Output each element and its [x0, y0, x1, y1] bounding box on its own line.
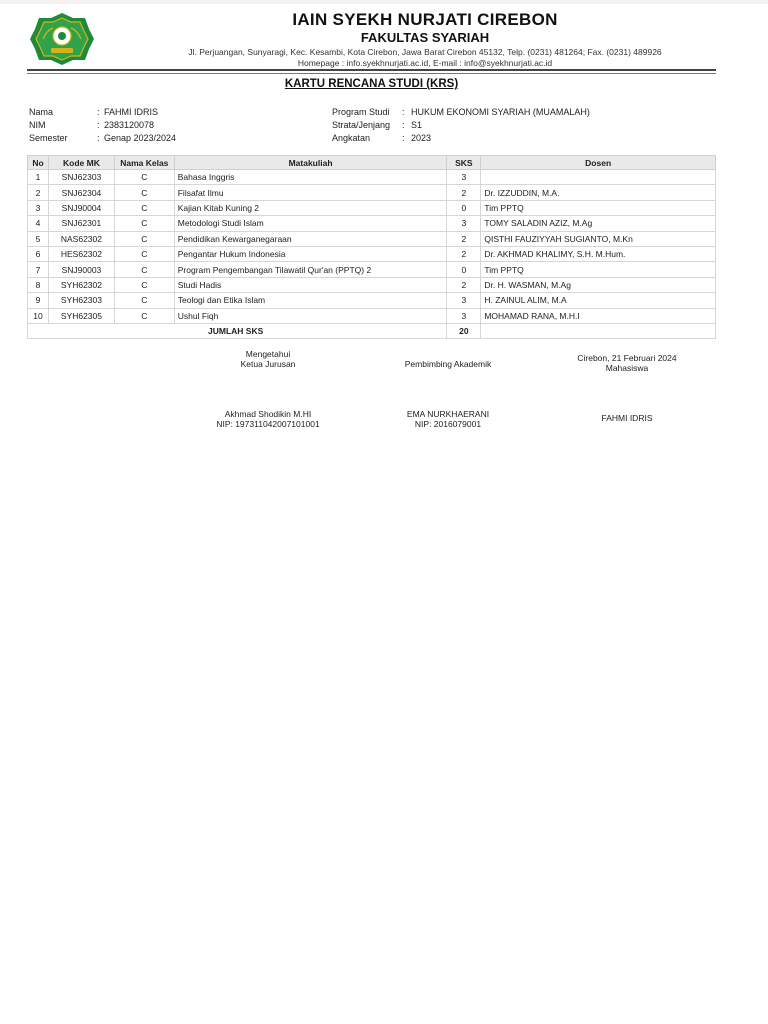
student-info-left: [29, 107, 329, 147]
cell-no: 6: [28, 246, 49, 261]
cell-kelas: C: [114, 200, 174, 215]
cell-matakuliah: Metodologi Studi Islam: [174, 216, 447, 231]
angkatan-value: 2023: [411, 133, 432, 143]
cell-kode: SNJ90004: [48, 200, 114, 215]
top-strip: [0, 0, 768, 4]
table-row: [28, 262, 716, 277]
cell-no: 5: [28, 231, 49, 246]
col-header-kode: Kode MK: [48, 156, 114, 170]
name-sep: :: [97, 107, 100, 117]
semester-value: Genap 2023/2024: [104, 133, 177, 143]
cell-kode: SNJ62301: [48, 216, 114, 231]
cell-dosen: Dr. H. WASMAN, M.Ag: [481, 277, 716, 292]
cell-dosen: H. ZAINUL ALIM, M.A: [481, 293, 716, 308]
cell-kelas: C: [114, 185, 174, 200]
signature-mahasiswa: [547, 353, 707, 373]
cell-sks: 3: [447, 216, 481, 231]
nim-value: 2383120078: [104, 120, 155, 130]
homepage-line: Homepage : info.syekhnurjati.ac.id, E-mail : info@syekhnurjati.ac.id: [297, 58, 553, 68]
name-value: FAHMI IDRIS: [104, 107, 159, 117]
cell-kelas: C: [114, 262, 174, 277]
cell-kode: SYH62302: [48, 277, 114, 292]
cell-sks: 2: [447, 277, 481, 292]
cell-matakuliah: Ushul Fiqh: [174, 308, 447, 323]
faculty-name: FAKULTAS SYARIAH: [360, 30, 490, 45]
sig-mahasiswa-date: Cirebon, 21 Februari 2024: [577, 353, 677, 363]
signature-ketua-name-block: [188, 409, 348, 429]
cell-dosen: Dr. AKHMAD KHALIMY, S.H. M.Hum.: [481, 246, 716, 261]
iain-emblem-icon: [29, 12, 95, 66]
student-info-right: [332, 107, 712, 147]
cell-sks: 2: [447, 185, 481, 200]
cell-kode: HES62302: [48, 246, 114, 261]
sig-ketua-nip: NIP: 197311042007101001: [216, 419, 320, 429]
sig-pembimbing-line1: Pembimbing Akademik: [404, 359, 492, 369]
sig-ketua-line1: Mengetahui: [245, 349, 291, 359]
cell-kode: SNJ62304: [48, 185, 114, 200]
cell-dosen: Dr. IZZUDDIN, M.A.: [481, 185, 716, 200]
address-line: Jl. Perjuangan, Sunyaragi, Kec. Kesambi, Kota Cirebon, Jawa Barat Cirebon 45132, Telp. (0231) 481264; Fax. (0231) 489926: [188, 47, 662, 57]
table-row: [28, 277, 716, 292]
table-row: [28, 170, 716, 185]
cell-kelas: C: [114, 170, 174, 185]
strata-value: S1: [411, 120, 423, 130]
cell-sks: 0: [447, 262, 481, 277]
cell-dosen: TOMY SALADIN AZIZ, M.Ag: [481, 216, 716, 231]
cell-no: 2: [28, 185, 49, 200]
document-title: KARTU RENCANA STUDI (KRS): [284, 78, 459, 90]
cell-dosen: MOHAMAD RANA, M.H.I: [481, 308, 716, 323]
cell-kelas: C: [114, 308, 174, 323]
cell-kode: SNJ90003: [48, 262, 114, 277]
cell-kode: SYH62305: [48, 308, 114, 323]
cell-no: 10: [28, 308, 49, 323]
table-row: [28, 308, 716, 323]
semester-label: Semester: [29, 133, 68, 143]
cell-matakuliah: Teologi dan Etika Islam: [174, 293, 447, 308]
header-rule: [27, 69, 716, 71]
cell-sks: 3: [447, 170, 481, 185]
cell-matakuliah: Filsafat Ilmu: [174, 185, 447, 200]
cell-sks: 2: [447, 231, 481, 246]
total-row: [28, 323, 716, 338]
cell-matakuliah: Kajian Kitab Kuning 2: [174, 200, 447, 215]
col-header-no: No: [28, 156, 49, 170]
nim-label: NIM: [29, 120, 46, 130]
cell-no: 8: [28, 277, 49, 292]
cell-matakuliah: Program Pengembangan Tilawatil Qur'an (PPTQ) 2: [174, 262, 447, 277]
cell-sks: 2: [447, 246, 481, 261]
total-blank: [481, 323, 716, 338]
col-header-dosen: Dosen: [481, 156, 716, 170]
table-row: [28, 231, 716, 246]
cell-sks: 3: [447, 293, 481, 308]
signature-pembimbing-name-block: [368, 409, 528, 429]
cell-kelas: C: [114, 293, 174, 308]
institution-name: IAIN SYEKH NURJATI CIREBON: [292, 10, 558, 29]
header-rule-thin: [27, 73, 716, 74]
cell-dosen: QISTHI FAUZIYYAH SUGIANTO, M.Kn: [481, 231, 716, 246]
signature-ketua-jurusan: [188, 349, 348, 369]
program-label: Program Studi: [332, 107, 390, 117]
table-row: [28, 185, 716, 200]
table-row: [28, 200, 716, 215]
cell-dosen: Tim PPTQ: [481, 200, 716, 215]
signature-mahasiswa-name-block: [547, 413, 707, 423]
cell-matakuliah: Studi Hadis: [174, 277, 447, 292]
cell-kelas: C: [114, 277, 174, 292]
table-header-row: [28, 156, 716, 170]
sig-pembimbing-nip: NIP: 2016079001: [414, 419, 482, 429]
cell-sks: 3: [447, 308, 481, 323]
cell-no: 4: [28, 216, 49, 231]
cell-no: 3: [28, 200, 49, 215]
cell-kelas: C: [114, 231, 174, 246]
sig-mahasiswa-name: FAHMI IDRIS: [601, 413, 653, 423]
cell-sks: 0: [447, 200, 481, 215]
semester-sep: :: [97, 133, 100, 143]
cell-kode: SNJ62303: [48, 170, 114, 185]
angkatan-label: Angkatan: [332, 133, 371, 143]
cell-kelas: C: [114, 216, 174, 231]
cell-matakuliah: Bahasa Inggris: [174, 170, 447, 185]
cell-no: 7: [28, 262, 49, 277]
col-header-kelas: Nama Kelas: [114, 156, 174, 170]
cell-matakuliah: Pendidikan Kewarganegaraan: [174, 231, 447, 246]
signature-pembimbing: [368, 359, 528, 369]
cell-matakuliah: Pengantar Hukum Indonesia: [174, 246, 447, 261]
angkatan-sep: :: [402, 133, 405, 143]
cell-kode: SYH62303: [48, 293, 114, 308]
cell-dosen: [481, 170, 716, 185]
cell-kode: NAS62302: [48, 231, 114, 246]
program-value: HUKUM EKONOMI SYARIAH (MUAMALAH): [411, 107, 590, 117]
name-label: Nama: [29, 107, 54, 117]
cell-no: 9: [28, 293, 49, 308]
krs-table: [27, 155, 716, 339]
sig-mahasiswa-role: Mahasiswa: [605, 363, 649, 373]
sig-pembimbing-name: EMA NURKHAERANI: [406, 409, 490, 419]
col-header-matakuliah: Matakuliah: [174, 156, 447, 170]
strata-label: Strata/Jenjang: [332, 120, 391, 130]
table-row: [28, 246, 716, 261]
sig-ketua-name: Akhmad Shodikin M.HI: [224, 409, 312, 419]
strata-sep: :: [402, 120, 405, 130]
col-header-sks: SKS: [447, 156, 481, 170]
table-row: [28, 216, 716, 231]
total-label: JUMLAH SKS: [28, 323, 447, 338]
cell-no: 1: [28, 170, 49, 185]
table-row: [28, 293, 716, 308]
cell-kelas: C: [114, 246, 174, 261]
total-sks: 20: [447, 323, 481, 338]
program-sep: :: [402, 107, 405, 117]
sig-ketua-line2: Ketua Jurusan: [240, 359, 296, 369]
cell-dosen: Tim PPTQ: [481, 262, 716, 277]
nim-sep: :: [97, 120, 100, 130]
